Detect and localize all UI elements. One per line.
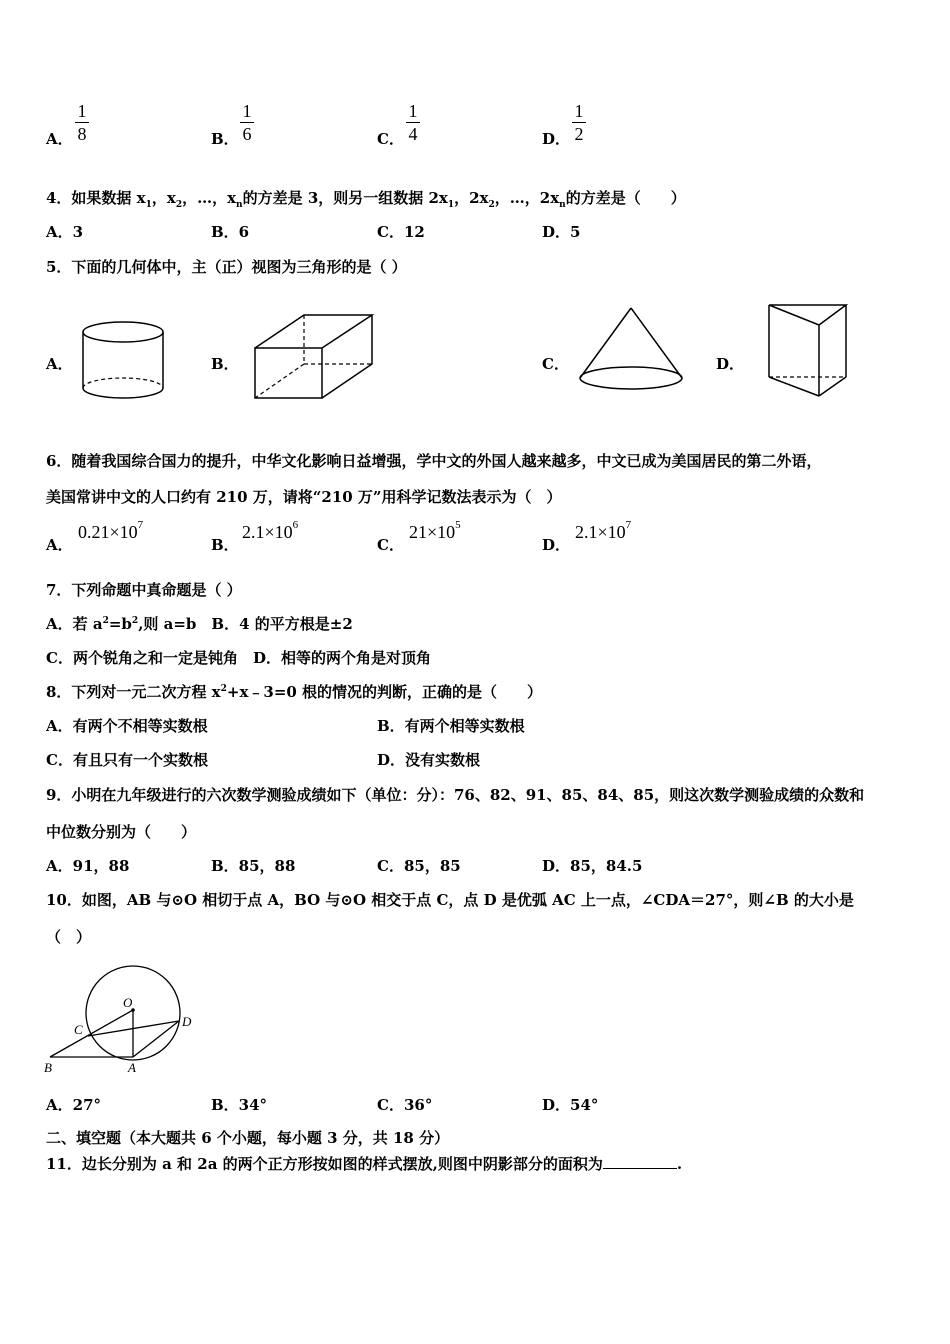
q4-option-a: A．3 xyxy=(46,223,84,241)
q8-stem: 8．下列对一元二次方程 $x^2+x﹣3=0$ 根的情况的判断，正确的是（ ） xyxy=(46,683,543,701)
fig-label-b: B xyxy=(44,1060,52,1075)
circle-tangent-figure xyxy=(40,960,210,1080)
q5-option-b-label: B． xyxy=(211,355,239,373)
q5-option-d-label: D． xyxy=(716,355,745,373)
q10-stem-line1: 10．如图，AB 与⊙O 相切于点 A，BO 与⊙O 相交于点 C，点 D 是优弧 AC 上一点，∠CDA＝27°，则∠B 的大小是 xyxy=(46,891,854,909)
q5-option-c-label: C． xyxy=(542,355,569,373)
q6-stem-line1: 6．随着我国综合国力的提升，中华文化影响日益增强，学中文的外国人越来越多，中文已成为美国居民的第二外语， xyxy=(46,452,822,470)
q8-option-a: A．有两个不相等实数根 xyxy=(46,717,208,735)
q10-stem-line2: （ ） xyxy=(46,928,92,946)
q3-option-c-label: C． xyxy=(377,130,404,148)
q6-option-b-value: $2.1\times 10^6$ xyxy=(242,519,299,542)
q9-stem-line1: 9．小明在九年级进行的六次数学测验成绩如下（单位：分）：76、82、91、85、84、85，则这次数学测验成绩的众数和 xyxy=(46,786,865,804)
fig-label-c: C xyxy=(74,1022,83,1037)
q4-option-b: B．6 xyxy=(211,223,250,241)
q11-answer-blank[interactable] xyxy=(603,1154,677,1169)
q5-option-a-label: A． xyxy=(46,355,73,373)
q3-option-d-fraction: 1 2 xyxy=(572,102,586,143)
q7-stem: 7．下列命题中真命题是（ ） xyxy=(46,581,242,599)
fig-label-o: O xyxy=(123,995,133,1010)
q3-option-d-label: D． xyxy=(542,130,571,148)
q11-stem: 11．边长分别为 a 和 2a 的两个正方形按如图的样式摆放,则图中阴影部分的面积为 . xyxy=(46,1155,683,1173)
q6-option-a-label: A． xyxy=(46,536,73,554)
triangular-prism-figure xyxy=(764,300,854,400)
q9-stem-line2: 中位数分别为（ ） xyxy=(46,823,197,841)
q6-option-c-value: $21\times 10^5$ xyxy=(409,519,461,542)
cone-figure xyxy=(576,304,686,396)
q10-option-b: B．34° xyxy=(211,1096,268,1114)
q7-options-line2: C．两个锐角之和一定是钝角 D．相等的两个角是对顶角 xyxy=(46,649,431,667)
cuboid-figure xyxy=(252,312,377,402)
q9-option-c: C．85，85 xyxy=(377,857,461,875)
q3-option-b-fraction: 1 6 xyxy=(240,102,254,143)
q9-option-b: B．85，88 xyxy=(211,857,296,875)
q4-option-d: D．5 xyxy=(542,223,581,241)
q6-option-c-label: C． xyxy=(377,536,404,554)
q9-option-a: A．91，88 xyxy=(46,857,130,875)
q6-stem-line2: 美国常讲中文的人口约有 210 万，请将“210 万”用科学记数法表示为（ ） xyxy=(46,488,562,506)
q10-option-a: A．27° xyxy=(46,1096,102,1114)
q3-option-b-label: B． xyxy=(211,130,239,148)
q5-stem: 5．下面的几何体中，主（正）视图为三角形的是（ ） xyxy=(46,258,407,276)
section-heading: 二、填空题（本大题共 6 个小题，每小题 3 分，共 18 分） xyxy=(46,1129,450,1147)
q4-option-c: C．12 xyxy=(377,223,425,241)
q6-option-d-value: $2.1\times 10^7$ xyxy=(575,519,632,542)
q10-option-d: D．54° xyxy=(542,1096,599,1114)
q6-option-b-label: B． xyxy=(211,536,239,554)
q6-option-a-value: $0.21\times 10^7$ xyxy=(78,519,144,542)
q3-option-a-fraction: 1 8 xyxy=(75,102,89,143)
q4-stem: 4．如果数据 $x_1$，$x_2$，…，$x_n$的方差是 3，则另一组数据 $2x_1$，$2x_2$，…，$2x_n$的方差是（ ） xyxy=(46,189,686,210)
fig-label-a: A xyxy=(128,1060,136,1075)
q3-option-c-fraction: 1 4 xyxy=(406,102,420,143)
q8-option-c: C．有且只有一个实数根 xyxy=(46,751,208,769)
q6-option-d-label: D． xyxy=(542,536,571,554)
q7-options-line1: A．若 $a^2=b^2$,则 a=b B．4 的平方根是±2 xyxy=(46,615,353,633)
q9-option-d: D．85，84.5 xyxy=(542,857,643,875)
q10-option-c: C．36° xyxy=(377,1096,433,1114)
q8-option-b: B．有两个相等实数根 xyxy=(377,717,525,735)
cylinder-figure xyxy=(78,318,168,402)
fig-label-d: D xyxy=(182,1014,192,1029)
q8-option-d: D．没有实数根 xyxy=(377,751,481,769)
q3-option-a-label: A． xyxy=(46,130,73,148)
